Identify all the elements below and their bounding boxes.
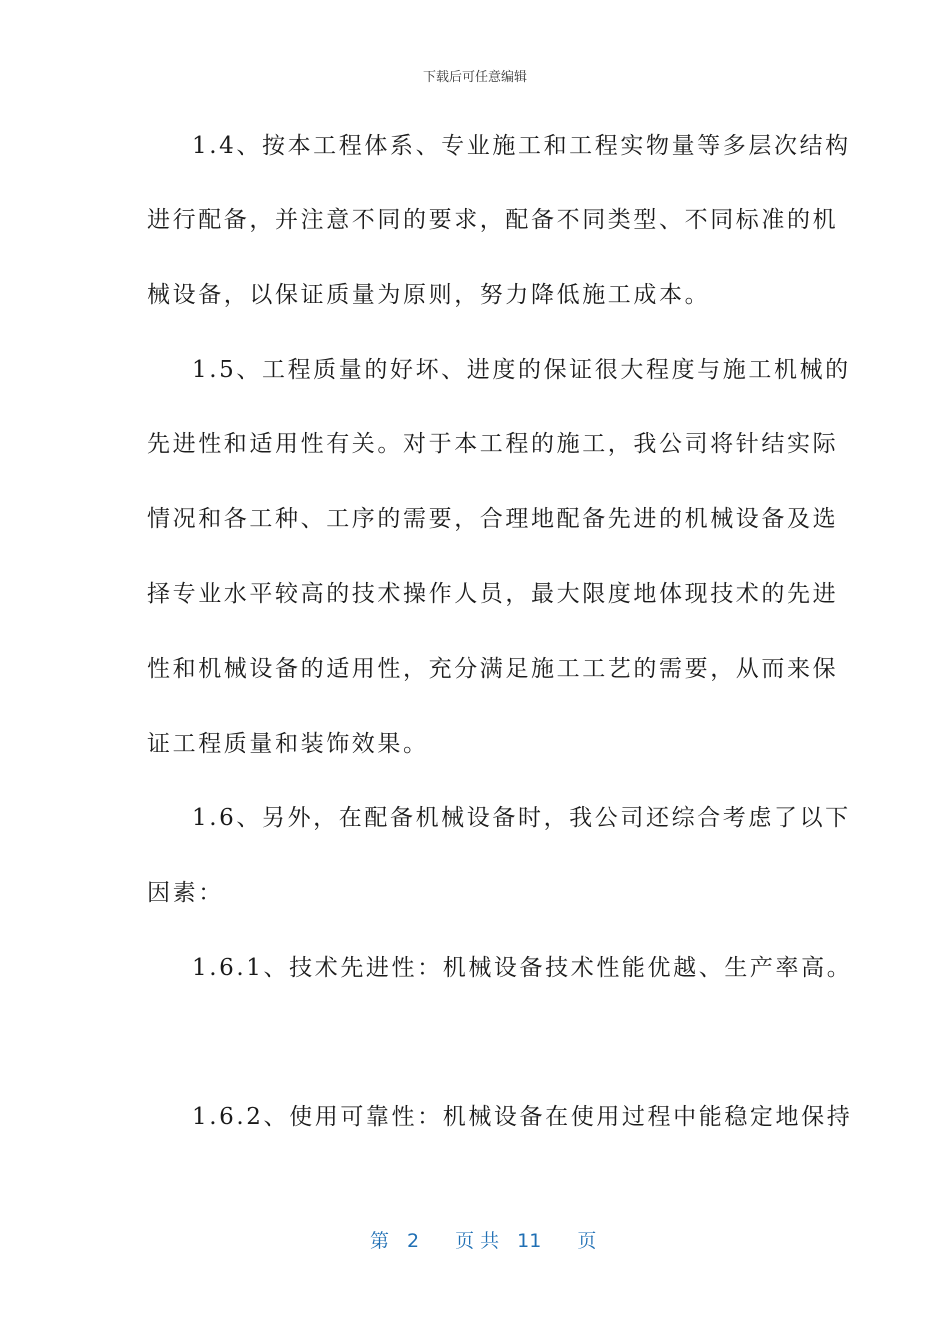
paragraph-line: 择专业水平较高的技术操作人员，最大限度地体现技术的先进 xyxy=(147,581,839,607)
footer-total-pages: 11 xyxy=(517,1230,542,1252)
paragraph-line: 情况和各工种、工序的需要，合理地配备先进的机械设备及选 xyxy=(147,506,839,532)
page-header: 下载后可任意编辑 xyxy=(422,70,527,85)
paragraph-line: 1.5、工程质量的好坏、进度的保证很大程度与施工机械的 xyxy=(192,357,851,383)
footer-mid: 页 共 xyxy=(455,1230,500,1252)
paragraph-line: 因素： xyxy=(147,880,224,906)
paragraph-line: 械设备，以保证质量为原则，努力降低施工成本。 xyxy=(147,282,711,308)
paragraph-line: 1.6.2、使用可靠性：机械设备在使用过程中能稳定地保持 xyxy=(192,1104,853,1130)
footer-suffix: 页 xyxy=(577,1230,597,1252)
paragraph-line: 先进性和适用性有关。对于本工程的施工，我公司将针结实际 xyxy=(147,431,839,457)
footer-page-number: 2 xyxy=(407,1230,420,1252)
paragraph-line: 证工程质量和装饰效果。 xyxy=(147,731,429,757)
paragraph-line: 1.4、按本工程体系、专业施工和工程实物量等多层次结构 xyxy=(192,133,851,159)
footer-prefix: 第 xyxy=(370,1230,390,1252)
paragraph-line: 进行配备，并注意不同的要求，配备不同类型、不同标准的机 xyxy=(147,207,839,233)
paragraph-line: 性和机械设备的适用性，充分满足施工工艺的需要，从而来保 xyxy=(147,656,839,682)
paragraph-line: 1.6.1、技术先进性：机械设备技术性能优越、生产率高。 xyxy=(192,955,853,981)
paragraph-line: 1.6、另外，在配备机械设备时，我公司还综合考虑了以下 xyxy=(192,805,851,831)
page-footer xyxy=(370,1226,596,1253)
